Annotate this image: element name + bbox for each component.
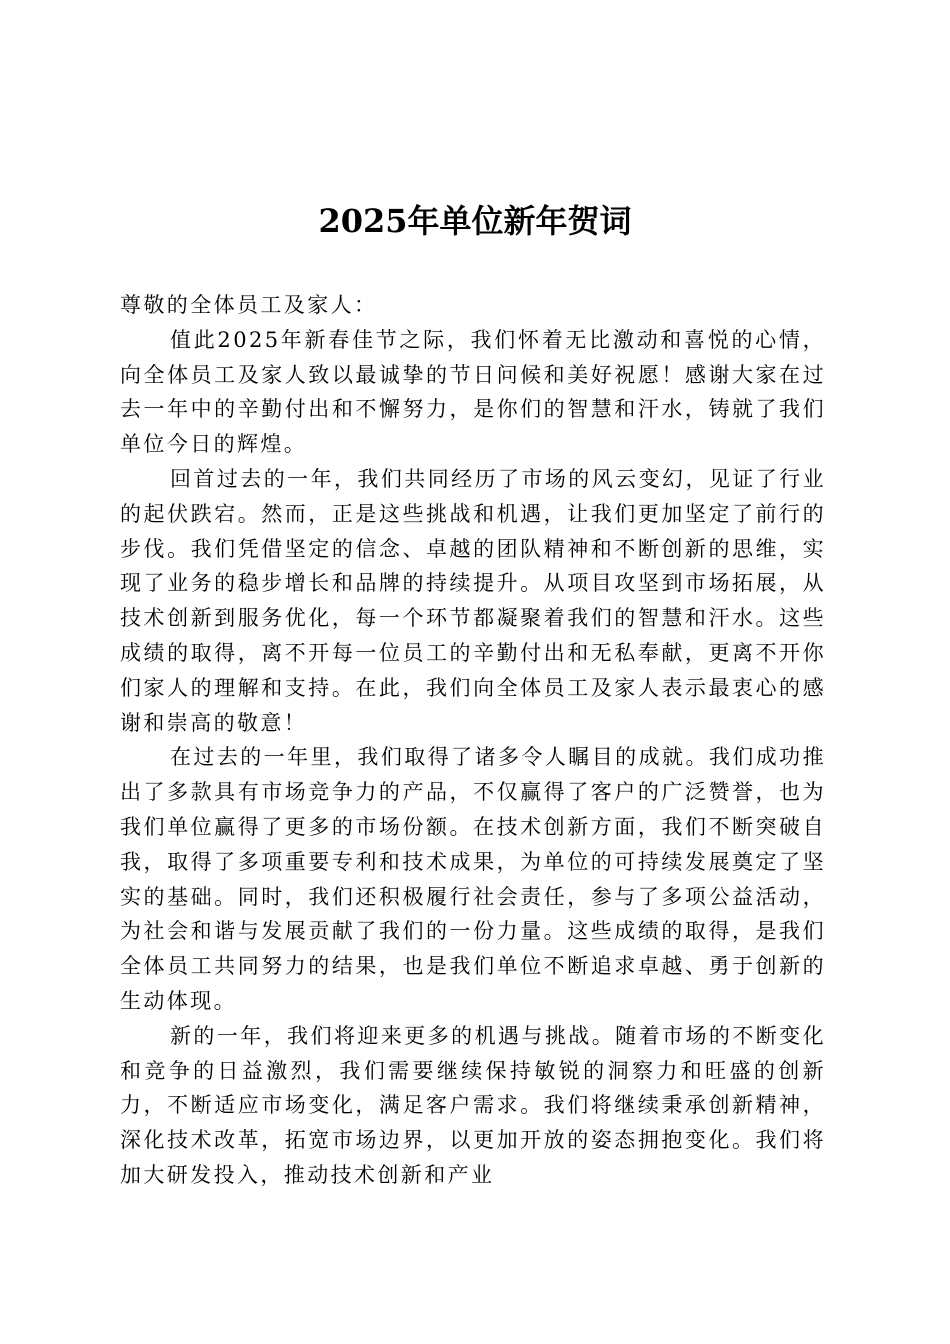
paragraph: 新的一年，我们将迎来更多的机遇与挑战。随着市场的不断变化和竞争的日益激烈，我们需要继续保持敏锐的洞察力和旺盛的创新力，不断适应市场变化，满足客户需求。我们将继续秉承创新精神，深化技术改革，拓宽市场边界，以更加开放的姿态拥抱变化。我们将加大研发投入，推动技术创新和产业 [120,1023,826,1187]
document-title: 2025年单位新年贺词 [318,202,632,240]
paragraph: 回首过去的一年，我们共同经历了市场的风云变幻，见证了行业的起伏跌宕。然而，正是这些挑战和机遇，让我们更加坚定了前行的步伐。我们凭借坚定的信念、卓越的团队精神和不断创新的思维，实现了业务的稳步增长和品牌的持续提升。从项目攻坚到市场拓展，从技术创新到服务优化，每一个环节都凝聚着我们的智慧和汗水。这些成绩的取得，离不开每一位员工的辛勤付出和无私奉献，更离不开你们家人的理解和支持。在此，我们向全体员工及家人表示最衷心的感谢和崇高的敬意！ [120,466,826,735]
salutation: 尊敬的全体员工及家人： [120,293,378,317]
document-body [120,288,826,1193]
paragraph: 在过去的一年里，我们取得了诸多令人瞩目的成就。我们成功推出了多款具有市场竞争力的产品，不仅赢得了客户的广泛赞誉，也为我们单位赢得了更多的市场份额。在技术创新方面，我们不断突破自我，取得了多项重要专利和技术成果，为单位的可持续发展奠定了坚实的基础。同时，我们还积极履行社会责任，参与了多项公益活动，为社会和谐与发展贡献了我们的一份力量。这些成绩的取得，是我们全体员工共同努力的结果，也是我们单位不断追求卓越、勇于创新的生动体现。 [120,745,826,1013]
paragraph: 值此2025年新春佳节之际，我们怀着无比激动和喜悦的心情，向全体员工及家人致以最诚挚的节日问候和美好祝愿！感谢大家在过去一年中的辛勤付出和不懈努力，是你们的智慧和汗水，铸就了我们单位今日的辉煌。 [120,327,826,457]
